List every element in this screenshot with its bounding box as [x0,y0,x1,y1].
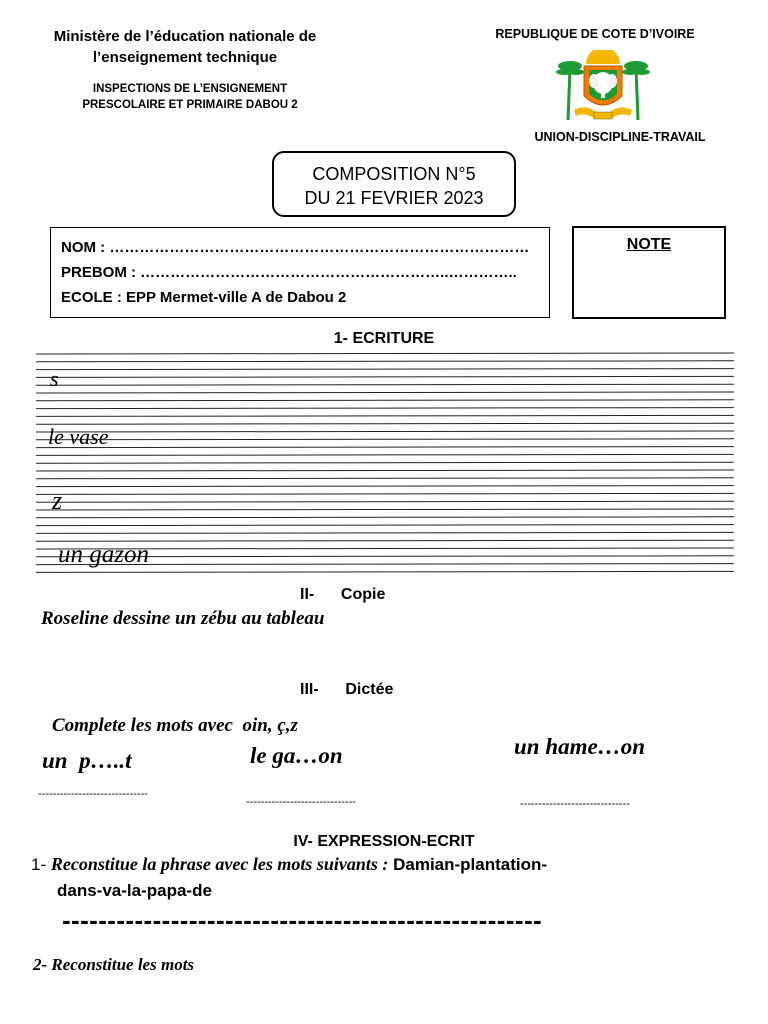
ruled-line [36,392,734,393]
answer-line-phrase[interactable]: ----------------------------------------------------- [62,905,543,935]
note-box[interactable] [572,226,726,319]
ruled-line [36,408,734,409]
nom-field[interactable]: NOM : ………………………………………………………………………… [61,239,530,256]
section-expression-title: IV- EXPRESSION-ECRIT [293,833,475,850]
ruled-line [36,353,734,354]
ruled-line [36,525,734,526]
prenom-field[interactable]: PREBOM : ……………………………………………………..………….. [61,264,517,281]
question-1 [31,851,731,904]
composition-number: COMPOSITION N°5 [312,164,476,184]
ruled-line [36,415,734,416]
writing-model-s: s [50,366,59,391]
ruled-line [36,571,734,572]
ruled-line [36,431,734,432]
question-1-words-a: Damian-plantation- [393,855,548,874]
copy-sentence: Roseline dessine un zébu au tableau [41,608,325,629]
ruled-line [36,439,734,440]
ruled-line [36,400,734,401]
ruled-line [36,361,734,362]
answer-line-3[interactable]: ------------------------------ [520,798,630,810]
composition-title-box [272,151,516,217]
writing-model-un-gazon: un gazon [58,541,149,568]
dictee-instruction: Complete les mots avec oin, ç,z [52,715,298,736]
national-motto: UNION-DISCIPLINE-TRAVAIL [534,130,706,144]
section-ecriture-title: 1- ECRITURE [333,330,435,347]
ruled-line [36,470,734,471]
ruled-line [36,369,734,370]
ministry-title: Ministère de l’éducation nationale de l’enseignement technique [53,28,317,66]
question-1-words-b: dans-va-la-papa-de [57,881,212,900]
ruled-line [36,384,734,385]
writing-model-z: z [52,486,63,515]
dictee-word-3: un hame…on [514,734,646,759]
ecole-field: ECOLE : EPP Mermet-ville A de Dabou 2 [61,289,347,306]
dictee-word-2: le ga…on [250,743,343,768]
ruled-line [36,454,734,455]
question-2: 2- Reconstitue les mots [33,955,195,974]
republic-title: REPUBLIQUE DE COTE D’IVOIRE [495,27,695,41]
writing-model-le-vase: le vase [48,424,109,449]
student-identity-box [50,227,550,318]
answer-line-1[interactable]: ------------------------------ [38,788,148,800]
inspection-title: INSPECTIONS DE L’ENSIGNEMENT PRESCOLAIRE ET PRIMAIRE DABOU 2 [82,83,298,111]
ruled-line [36,501,734,502]
question-1-number: 1- [31,855,47,874]
question-1-instruction: Reconstitue la phrase avec les mots suivants : [50,854,389,874]
answer-line-2[interactable]: ------------------------------ [246,796,356,808]
ruled-line [36,423,734,424]
dictee-word-1: un p…..t [42,748,132,773]
cote-divoire-coat-of-arms-icon [556,50,650,126]
ruled-line [36,532,734,533]
ruled-line [36,376,734,377]
ruled-line [36,493,734,494]
note-label: NOTE [626,236,672,253]
ruled-line [36,517,734,518]
ruled-line [36,478,734,479]
ruled-line [36,447,734,448]
section-dictee-title: III- Dictée [300,681,394,698]
ruled-line [36,462,734,463]
composition-date: DU 21 FEVRIER 2023 [304,188,484,208]
ruled-line [36,509,734,510]
ruled-line [36,486,734,487]
section-copie-title: II- Copie [300,586,386,603]
